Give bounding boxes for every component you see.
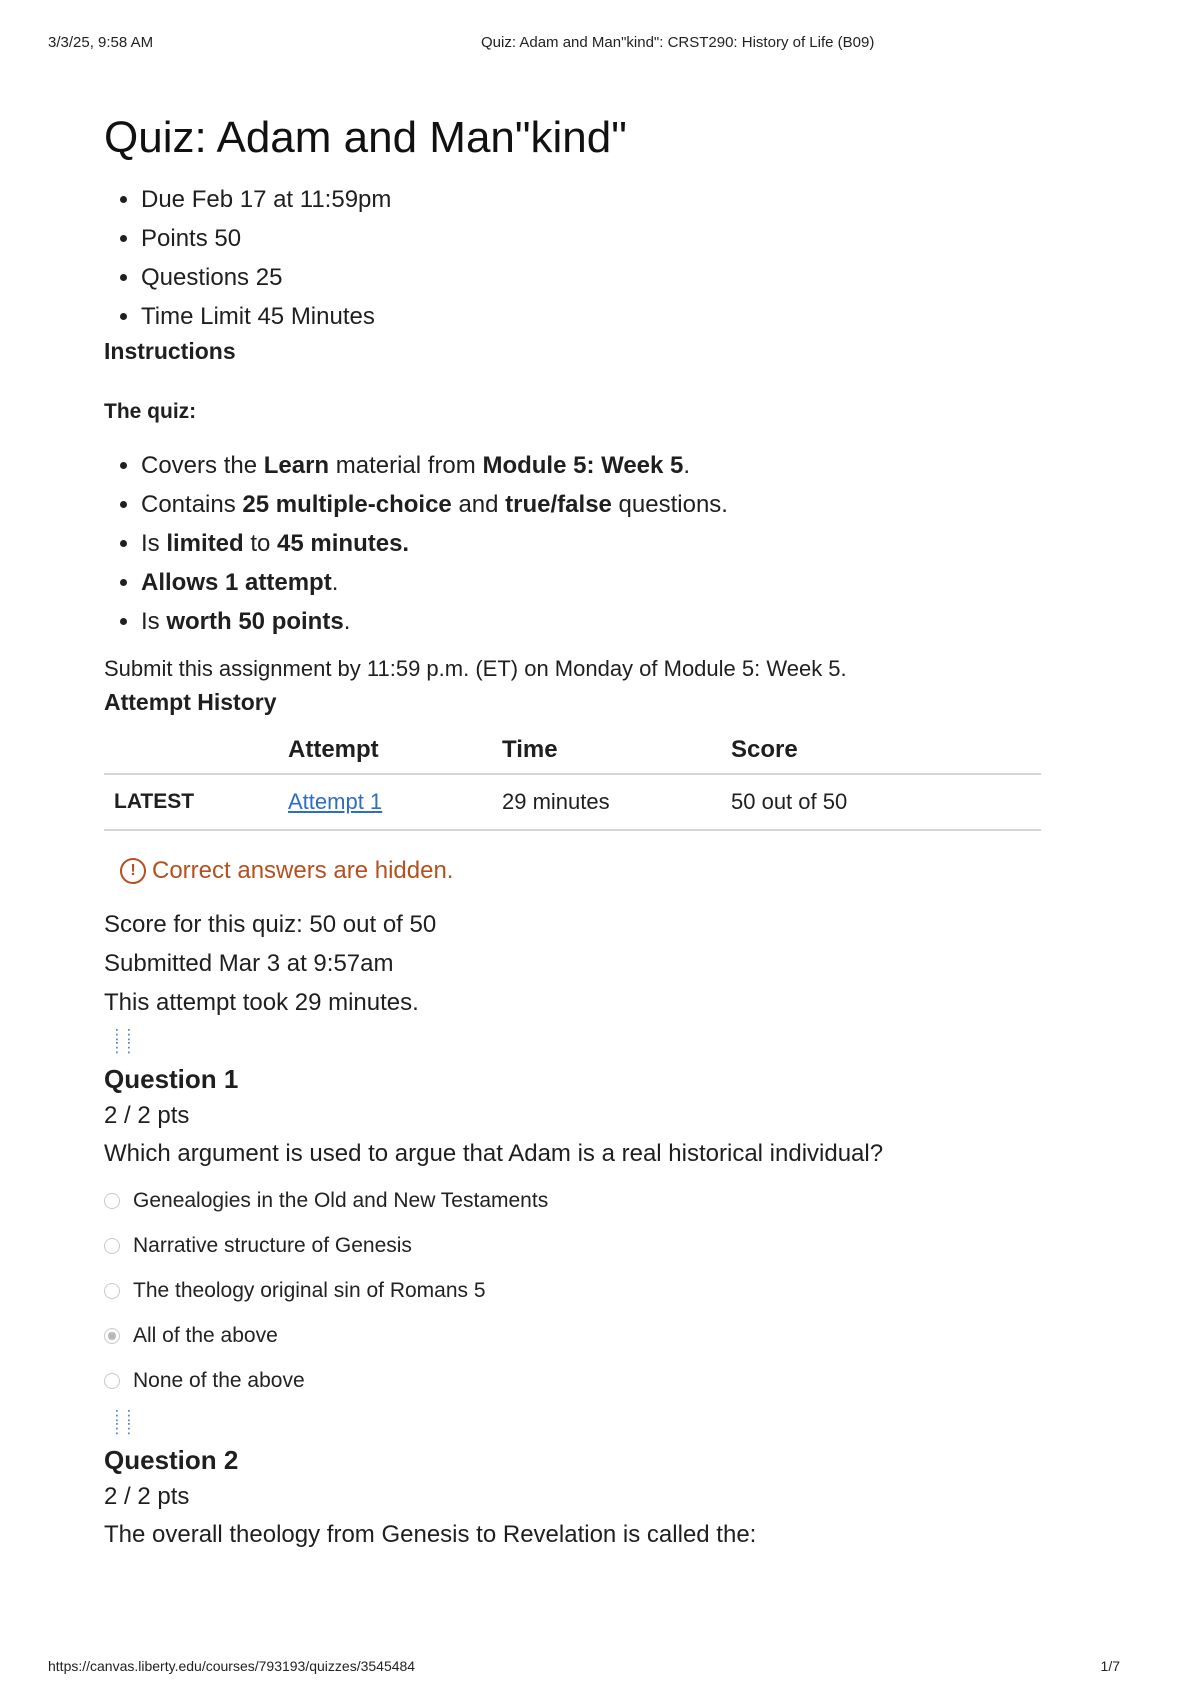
print-footer xyxy=(48,1658,1152,1678)
question-points: 2 / 2 pts xyxy=(104,1102,190,1129)
instruction-rule xyxy=(141,485,1044,524)
duration-summary: This attempt took 29 minutes. xyxy=(104,989,419,1016)
answer-option[interactable] xyxy=(104,1268,1044,1313)
question-text: Which argument is used to argue that Adam is a real historical individual? xyxy=(104,1140,884,1167)
score-cell: 50 out of 50 xyxy=(731,774,1041,830)
rule-text: Is xyxy=(141,608,167,635)
submit-note: Submit this assignment by 11:59 p.m. (ET) on Monday of Module 5: Week 5. xyxy=(104,656,847,681)
attempt-1-link[interactable]: Attempt 1 xyxy=(288,789,383,814)
rule-bold-text: true/false xyxy=(505,491,612,518)
answer-option-label: None of the above xyxy=(133,1368,305,1392)
radio-button[interactable] xyxy=(104,1283,120,1299)
rule-text: Contains xyxy=(141,491,243,518)
score-summary: Score for this quiz: 50 out of 50 xyxy=(104,911,437,938)
rule-text: questions. xyxy=(611,491,728,518)
time-cell: 29 minutes xyxy=(502,774,731,830)
rule-bold-text: limited xyxy=(166,530,244,557)
instruction-rule xyxy=(141,524,1044,563)
quiz-subheading: The quiz: xyxy=(104,400,197,423)
rule-bold-text: 25 multiple-choice xyxy=(242,491,452,518)
radio-button[interactable] xyxy=(104,1238,120,1254)
print-url: https://canvas.liberty.edu/courses/793193/quizzes/3545484 xyxy=(48,1658,416,1674)
column-header-time: Time xyxy=(502,727,731,774)
answer-option[interactable] xyxy=(104,1223,1044,1268)
correct-answers-hidden-notice xyxy=(120,855,1044,887)
latest-label: LATEST xyxy=(104,774,288,830)
meta-questions: • Questions 25 xyxy=(141,258,1044,297)
column-header-attempt: Attempt xyxy=(288,727,502,774)
questions-list xyxy=(104,1028,1044,1555)
question-text: The overall theology from Genesis to Revelation is called the: xyxy=(104,1521,757,1548)
answer-option-label: Genealogies in the Old and New Testaments xyxy=(133,1188,549,1212)
answer-option-label: The theology original sin of Romans 5 xyxy=(133,1278,486,1302)
table-row xyxy=(104,774,1041,830)
answer-option-label: All of the above xyxy=(133,1323,278,1347)
answer-option[interactable] xyxy=(104,1358,1044,1403)
rule-text: . xyxy=(343,608,351,635)
question-points: 2 / 2 pts xyxy=(104,1483,190,1510)
instruction-rule xyxy=(141,563,1044,602)
meta-time-limit: • Time Limit 45 Minutes xyxy=(141,297,1044,336)
quiz-summary xyxy=(104,905,1044,1022)
answer-options xyxy=(104,1178,1044,1403)
answer-option-label: Narrative structure of Genesis xyxy=(133,1233,412,1257)
rule-text: . xyxy=(683,452,691,479)
print-header xyxy=(48,34,1152,54)
rule-bold-text: worth 50 points xyxy=(166,608,344,635)
question-title: Question 1 xyxy=(104,1064,239,1094)
exclamation-circle-icon: ! xyxy=(120,858,146,884)
radio-button[interactable] xyxy=(104,1193,120,1209)
drag-handle-icon[interactable]: ⋮⋮ ⋮⋮ xyxy=(110,1026,134,1055)
answer-option[interactable] xyxy=(104,1178,1044,1223)
rule-text: Is xyxy=(141,530,167,557)
attempt-history-table xyxy=(104,727,1041,831)
hidden-note-text: Correct answers are hidden. xyxy=(152,857,454,884)
meta-points: • Points 50 xyxy=(141,219,1044,258)
instruction-rules-list xyxy=(104,446,1044,641)
rule-text: material from xyxy=(329,452,483,479)
print-title: Quiz: Adam and Man"kind": CRST290: History of Life (B09) xyxy=(481,34,875,51)
rule-text: and xyxy=(451,491,506,518)
page-number: 1/7 xyxy=(1100,1658,1120,1674)
rule-text: . xyxy=(331,569,339,596)
rule-bold-text: 45 minutes. xyxy=(277,530,410,557)
radio-selected[interactable] xyxy=(104,1328,120,1344)
question-title: Question 2 xyxy=(104,1445,239,1475)
rule-text: Covers the xyxy=(141,452,264,479)
rule-bold-text: Allows 1 attempt xyxy=(141,569,332,596)
instruction-rule xyxy=(141,602,1044,641)
print-date: 3/3/25, 9:58 AM xyxy=(48,34,154,51)
drag-handle-icon[interactable]: ⋮⋮ ⋮⋮ xyxy=(110,1407,134,1436)
instructions-heading: Instructions xyxy=(104,338,236,364)
meta-due: • Due Feb 17 at 11:59pm xyxy=(141,180,1044,219)
rule-bold-text: Learn xyxy=(263,452,330,479)
answer-option[interactable] xyxy=(104,1313,1044,1358)
quiz-content xyxy=(104,110,1044,1555)
rule-bold-text: Module 5: Week 5 xyxy=(482,452,684,479)
attempt-history-heading: Attempt History xyxy=(104,689,277,715)
table-header-row xyxy=(104,727,1041,774)
column-header-label xyxy=(104,727,288,774)
attempt-cell xyxy=(288,774,502,830)
page-title: Quiz: Adam and Man"kind" xyxy=(104,113,627,162)
instruction-rule xyxy=(141,446,1044,485)
column-header-score: Score xyxy=(731,727,1041,774)
rule-text: to xyxy=(243,530,278,557)
radio-button[interactable] xyxy=(104,1373,120,1389)
quiz-meta-list xyxy=(104,180,1044,336)
submitted-summary: Submitted Mar 3 at 9:57am xyxy=(104,950,394,977)
